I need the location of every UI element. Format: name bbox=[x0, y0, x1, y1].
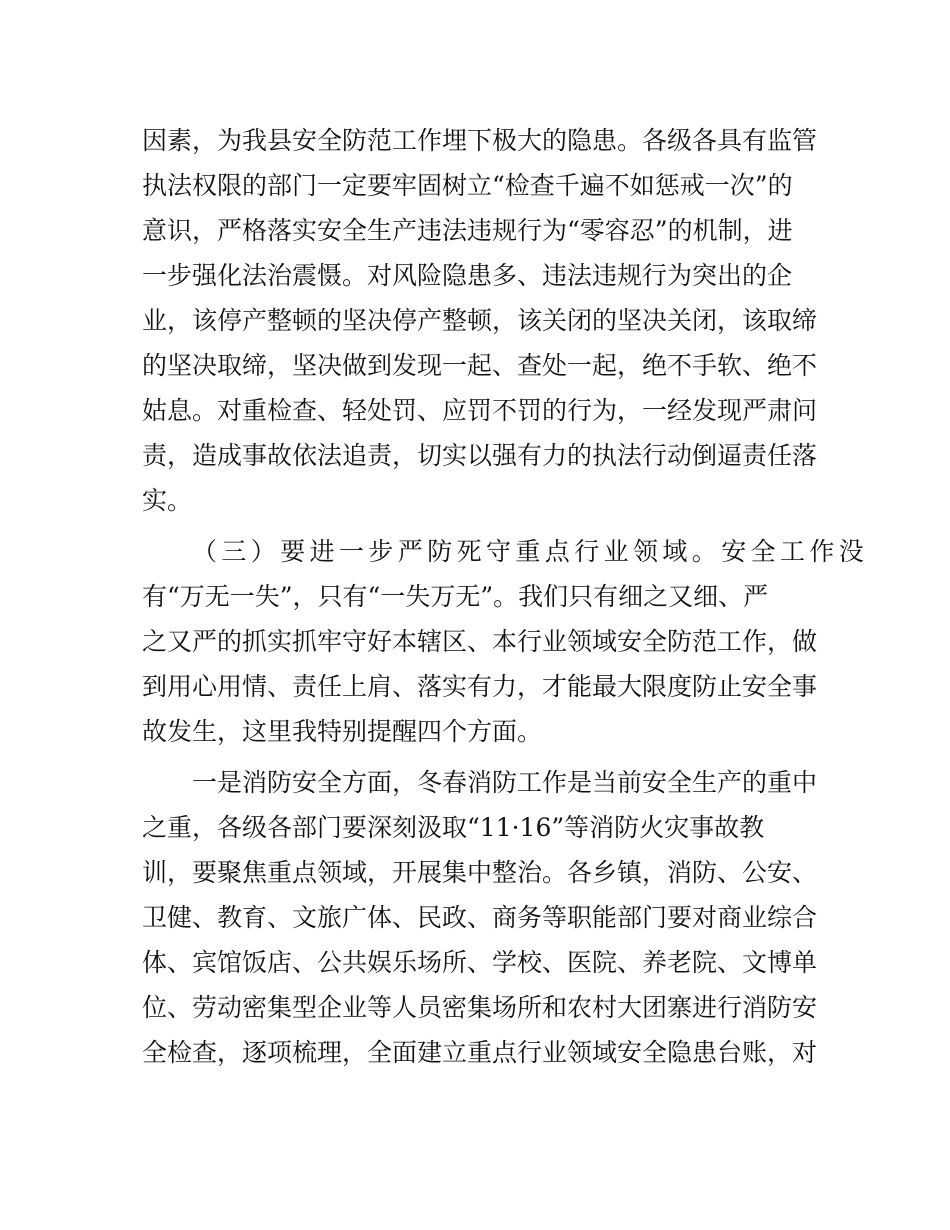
text-line: 故发生，这里我特别提醒四个方面。 bbox=[142, 717, 543, 746]
text-line: 因素，为我县安全防范工作埋下极大的隐患。各级各具有监管 bbox=[142, 126, 818, 155]
text-line: 到用心用情、责任上肩、落实有力，才能最大限度防止安全事 bbox=[142, 672, 818, 701]
text-line: 有“万无一失”，只有“一失万无”。我们只有细之又细、严 bbox=[142, 582, 769, 611]
text-line: 体、宾馆饭店、公共娱乐场所、学校、医院、养老院、文博单 bbox=[142, 948, 818, 977]
text-line: （三）要进一步严防死守重点行业领域。安全工作没 bbox=[192, 537, 869, 566]
text-line: 一步强化法治震慑。对风险隐患多、违法违规行为突出的企 bbox=[142, 261, 793, 290]
text-line: 业，该停产整顿的坚决停产整顿，该关闭的坚决关闭，该取缔 bbox=[142, 306, 818, 335]
text-line: 的坚决取缔，坚决做到发现一起、查处一起，绝不手软、绝不 bbox=[142, 351, 818, 380]
paragraph bbox=[142, 529, 869, 754]
text-line: 全检查，逐项梳理，全面建立重点行业领域安全隐患台账，对 bbox=[142, 1038, 818, 1067]
text-line: 姑息。对重检查、轻处罚、应罚不罚的行为，一经发现严肃问 bbox=[142, 396, 818, 425]
text-line: 一是消防安全方面，冬春消防工作是当前安全生产的重中 bbox=[192, 768, 818, 797]
paragraph bbox=[142, 118, 818, 523]
paragraph bbox=[142, 760, 818, 1075]
text-line: 实。 bbox=[142, 486, 193, 515]
text-line: 卫健、教育、文旅广体、民政、商务等职能部门要对商业综合 bbox=[142, 903, 818, 932]
text-line: 之重，各级各部门要深刻汲取“11·16”等消防火灾事故教 bbox=[142, 813, 765, 842]
text-line: 之又严的抓实抓牢守好本辖区、本行业领域安全防范工作，做 bbox=[142, 627, 818, 656]
text-line: 执法权限的部门一定要牢固树立“检查千遍不如惩戒一次”的 bbox=[142, 171, 793, 200]
text-line: 位、劳动密集型企业等人员密集场所和农村大团寨进行消防安 bbox=[142, 993, 818, 1022]
text-line: 意识，严格落实安全生产违法违规行为“零容忍”的机制，进 bbox=[142, 216, 793, 245]
text-line: 责，造成事故依法追责，切实以强有力的执法行动倒逼责任落 bbox=[142, 441, 818, 470]
text-line: 训，要聚焦重点领域，开展集中整治。各乡镇，消防、公安、 bbox=[142, 858, 818, 887]
document-body bbox=[142, 118, 869, 1075]
